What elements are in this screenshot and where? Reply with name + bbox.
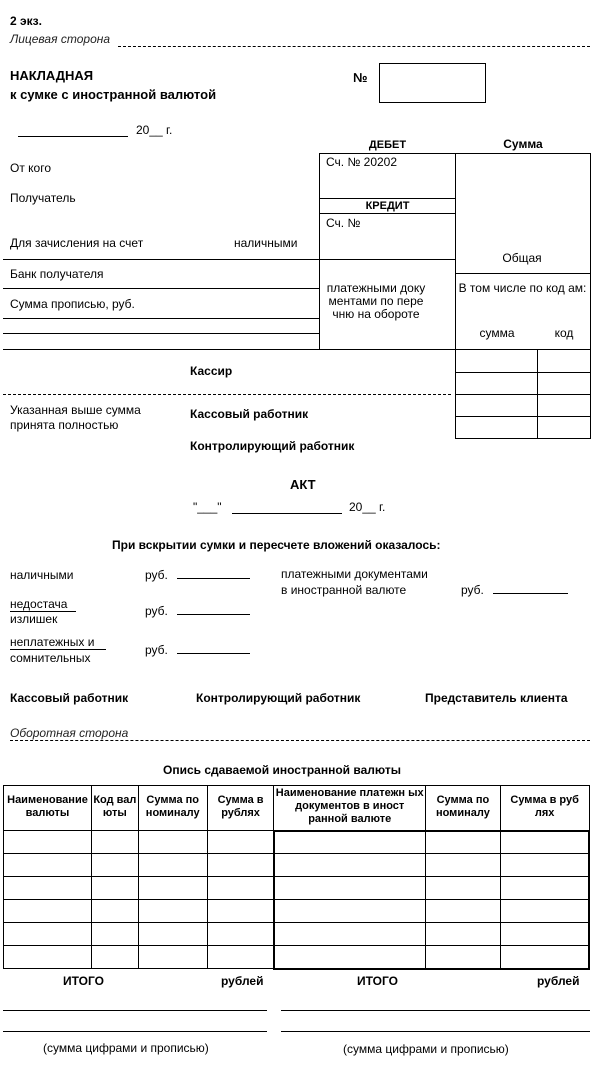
act-controller-label: Контролирующий работник bbox=[196, 691, 361, 705]
sum-note-right: (сумма цифрами и прописью) bbox=[343, 1042, 509, 1056]
code-table-bottom bbox=[455, 438, 590, 439]
table-row[interactable] bbox=[4, 946, 590, 969]
credit-top-line bbox=[319, 213, 455, 214]
act-cash-label: наличными bbox=[10, 568, 74, 582]
payment-docs-label: платежными доку ментами по пере чню на обороте bbox=[326, 281, 426, 321]
cashier-label: Кассир bbox=[190, 364, 233, 378]
grid-bottom-line bbox=[3, 349, 455, 350]
back-side-label: Оборотная сторона bbox=[10, 726, 129, 740]
rubles-right-label: рублей bbox=[537, 974, 580, 988]
cut-line bbox=[3, 394, 451, 395]
act-found-label: При вскрытии сумки и пересчете вложений оказалось: bbox=[112, 538, 441, 552]
act-shortage-label: недостача bbox=[10, 597, 68, 611]
number-sign: № bbox=[353, 70, 368, 85]
front-side-label: Лицевая сторона bbox=[10, 32, 111, 46]
act-surplus-label: излишек bbox=[10, 612, 58, 626]
col-code-label: код bbox=[554, 326, 574, 340]
total-left-line-1[interactable] bbox=[3, 1010, 267, 1011]
accepted-label-2: принята полностью bbox=[10, 418, 119, 432]
act-rub-3: руб. bbox=[145, 643, 168, 657]
inventory-header-row bbox=[4, 786, 590, 831]
total-right-line-2[interactable] bbox=[281, 1031, 590, 1032]
grid-left-line bbox=[319, 153, 320, 350]
code-table-row bbox=[455, 372, 590, 373]
code-table-row bbox=[455, 394, 590, 395]
header-rub-sum: Сумма в рублях bbox=[217, 794, 264, 819]
header-nominal-sum: Сумма по номиналу bbox=[145, 794, 200, 819]
act-title: АКТ bbox=[290, 477, 316, 492]
credit-label: КРЕДИТ bbox=[365, 200, 410, 212]
inventory-table bbox=[3, 785, 590, 970]
header-docs-nominal-sum: Сумма по номиналу bbox=[435, 794, 490, 819]
code-table-row bbox=[455, 416, 590, 417]
act-insolvent-label: неплатежных и bbox=[10, 635, 95, 649]
act-date-quote[interactable]: "___" bbox=[193, 500, 222, 514]
act-insolvent-line[interactable] bbox=[177, 653, 250, 654]
from-label: От кого bbox=[10, 161, 52, 175]
grid-right-line bbox=[590, 153, 591, 350]
grid-mid-line bbox=[455, 153, 456, 350]
inventory-title: Опись сдаваемой иностранной валюты bbox=[163, 763, 401, 777]
act-doubtful-label: сомнительных bbox=[10, 651, 91, 665]
rubles-left-label: рублей bbox=[221, 974, 264, 988]
recipient-bank-label: Банк получателя bbox=[10, 267, 104, 281]
total-bottom-line bbox=[455, 273, 590, 274]
copy-count: 2 экз. bbox=[10, 14, 42, 28]
code-table-right bbox=[590, 349, 591, 439]
total-left-label: ИТОГО bbox=[63, 974, 104, 988]
act-shortage-line[interactable] bbox=[177, 614, 250, 615]
act-date-line[interactable] bbox=[232, 513, 342, 514]
header-year: 20__ г. bbox=[136, 123, 173, 137]
document-number-box[interactable] bbox=[379, 63, 486, 103]
act-insolvent-divider bbox=[10, 649, 106, 650]
amount-line-1 bbox=[3, 318, 319, 319]
amount-words-label: Сумма прописью, руб. bbox=[10, 297, 135, 311]
table-row[interactable] bbox=[4, 923, 590, 946]
account-row-line bbox=[3, 259, 455, 260]
cash-worker-label: Кассовый работник bbox=[190, 407, 309, 421]
debit-bottom-line bbox=[319, 198, 455, 199]
credit-to-account-label: Для зачисления на счет bbox=[10, 236, 144, 250]
act-cash-worker-label: Кассовый работник bbox=[10, 691, 129, 705]
credit-account[interactable]: Сч. № bbox=[326, 216, 361, 230]
table-row[interactable] bbox=[4, 831, 590, 854]
debit-label: ДЕБЕТ bbox=[368, 139, 407, 151]
act-cash-line[interactable] bbox=[177, 578, 250, 579]
total-right-line-1[interactable] bbox=[281, 1010, 590, 1011]
act-rub-2: руб. bbox=[145, 604, 168, 618]
header-payment-docs: Наименование платежн ых документов в иност ранной валюте bbox=[275, 787, 424, 825]
table-row[interactable] bbox=[4, 854, 590, 877]
header-docs-rub-sum: Сумма в руб лях bbox=[510, 794, 579, 819]
amount-line-2 bbox=[3, 333, 319, 334]
table-row[interactable] bbox=[4, 877, 590, 900]
act-year: 20__ г. bbox=[349, 500, 386, 514]
sum-note-left: (сумма цифрами и прописью) bbox=[43, 1041, 209, 1055]
document-subtitle: к сумке с иностранной валютой bbox=[10, 87, 217, 102]
act-rub-4: руб. bbox=[461, 583, 484, 597]
code-table-top bbox=[455, 349, 590, 350]
act-payment-docs-line[interactable] bbox=[493, 593, 568, 594]
cash-label: наличными bbox=[234, 236, 298, 250]
act-client-rep-label: Представитель клиента bbox=[425, 691, 568, 705]
recipient-label: Получатель bbox=[10, 191, 76, 205]
date-line[interactable] bbox=[18, 136, 128, 137]
accepted-label-1: Указанная выше сумма bbox=[10, 403, 141, 417]
header-currency-code: Код вал юты bbox=[93, 794, 137, 819]
total-label: Общая bbox=[502, 251, 542, 265]
total-right-label: ИТОГО bbox=[357, 974, 398, 988]
sum-label: Сумма bbox=[503, 137, 543, 151]
act-payment-docs-2: в иностранной валюте bbox=[281, 583, 407, 597]
controller-label: Контролирующий работник bbox=[190, 439, 355, 453]
col-sum-label: сумма bbox=[479, 326, 515, 340]
bank-line bbox=[3, 288, 319, 289]
document-title: НАКЛАДНАЯ bbox=[10, 68, 94, 83]
table-row[interactable] bbox=[4, 900, 590, 923]
header-currency-name: Наименование валюты bbox=[7, 794, 88, 819]
act-rub-1: руб. bbox=[145, 568, 168, 582]
act-payment-docs-1: платежными документами bbox=[281, 567, 428, 581]
front-side-separator bbox=[118, 46, 590, 47]
back-side-separator bbox=[10, 740, 590, 741]
total-left-line-2[interactable] bbox=[3, 1031, 267, 1032]
including-codes-label: В том числе по код ам: bbox=[458, 281, 587, 295]
debit-account[interactable]: Сч. № 20202 bbox=[326, 155, 398, 169]
